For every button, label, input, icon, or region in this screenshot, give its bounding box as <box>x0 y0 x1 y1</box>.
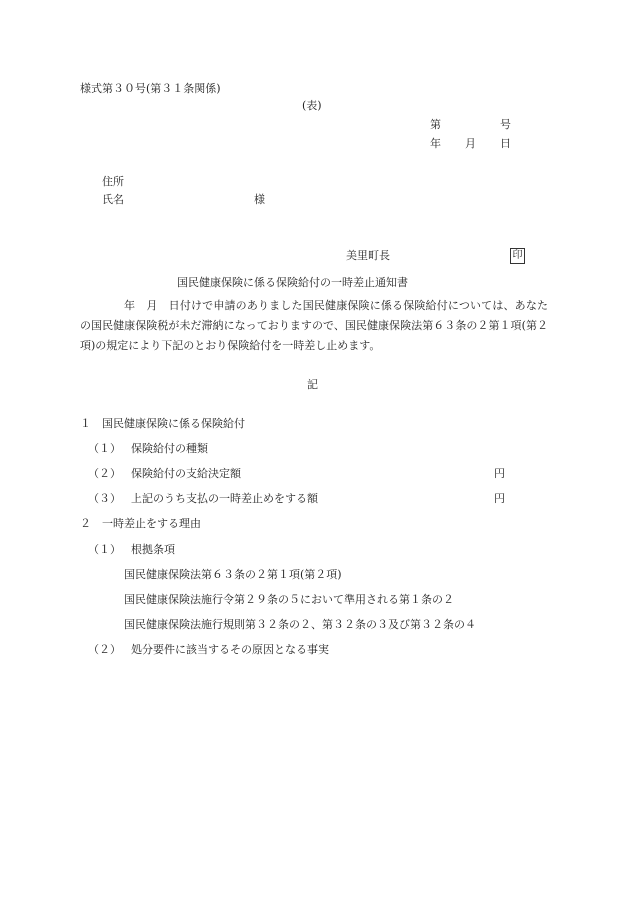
address-label: 住所 <box>102 175 124 188</box>
section2-item-number: （１） <box>88 543 121 556</box>
yen-unit: 円 <box>494 467 505 480</box>
ki-heading: 記 <box>307 378 318 391</box>
section1-item-label: 上記のうち支払の一時差止めをする額 <box>131 492 318 505</box>
provision-line: 国民健康保険法施行令第２９条の５において準用される第１条の２ <box>124 593 454 606</box>
date-year: 年 <box>430 137 441 150</box>
date-day: 日 <box>500 137 511 150</box>
section1-item-number: （２） <box>88 467 121 480</box>
section2-item-number: （２） <box>88 643 121 656</box>
document-title: 国民健康保険に係る保険給付の一時差止通知書 <box>177 276 408 289</box>
provision-line: 国民健康保険法施行規則第３２条の２、第３２条の３及び第３２条の４ <box>124 618 476 631</box>
provision-line: 国民健康保険法第６３条の２第１項(第２項) <box>124 568 342 581</box>
issuer-title: 美里町長 <box>346 249 390 262</box>
section1-item-label: 保険給付の支給決定額 <box>131 467 241 480</box>
seal-box: 印 <box>510 248 525 264</box>
doc-no-prefix: 第 <box>430 118 441 131</box>
section1-heading: １ 国民健康保険に係る保険給付 <box>80 417 245 430</box>
name-label: 氏名 <box>102 193 124 206</box>
yen-unit: 円 <box>494 492 505 505</box>
honorific-sama: 様 <box>254 193 265 206</box>
notice-body: 年 月 日付けで申請のありました国民健康保険に係る保険給付については、あなたの国民健康保険税が未だ滞納になっておりますので、国民健康保険法第６３条の２第１項(第２項)の規定により下記のとおり保険給付を一時差し止めます。 <box>80 299 548 352</box>
date-month: 月 <box>465 137 476 150</box>
section1-item-label: 保険給付の種類 <box>131 442 208 455</box>
section2-item-label: 根拠条項 <box>131 543 175 556</box>
doc-no-suffix: 号 <box>500 118 511 131</box>
section1-item-number: （３） <box>88 492 121 505</box>
section2-item-label: 処分要件に該当するその原因となる事実 <box>131 643 329 656</box>
section1-item-number: （１） <box>88 442 121 455</box>
section2-heading: ２ 一時差止をする理由 <box>80 517 201 530</box>
form-number: 様式第３０号(第３１条関係) <box>80 82 221 95</box>
side-label: (表) <box>302 99 322 112</box>
